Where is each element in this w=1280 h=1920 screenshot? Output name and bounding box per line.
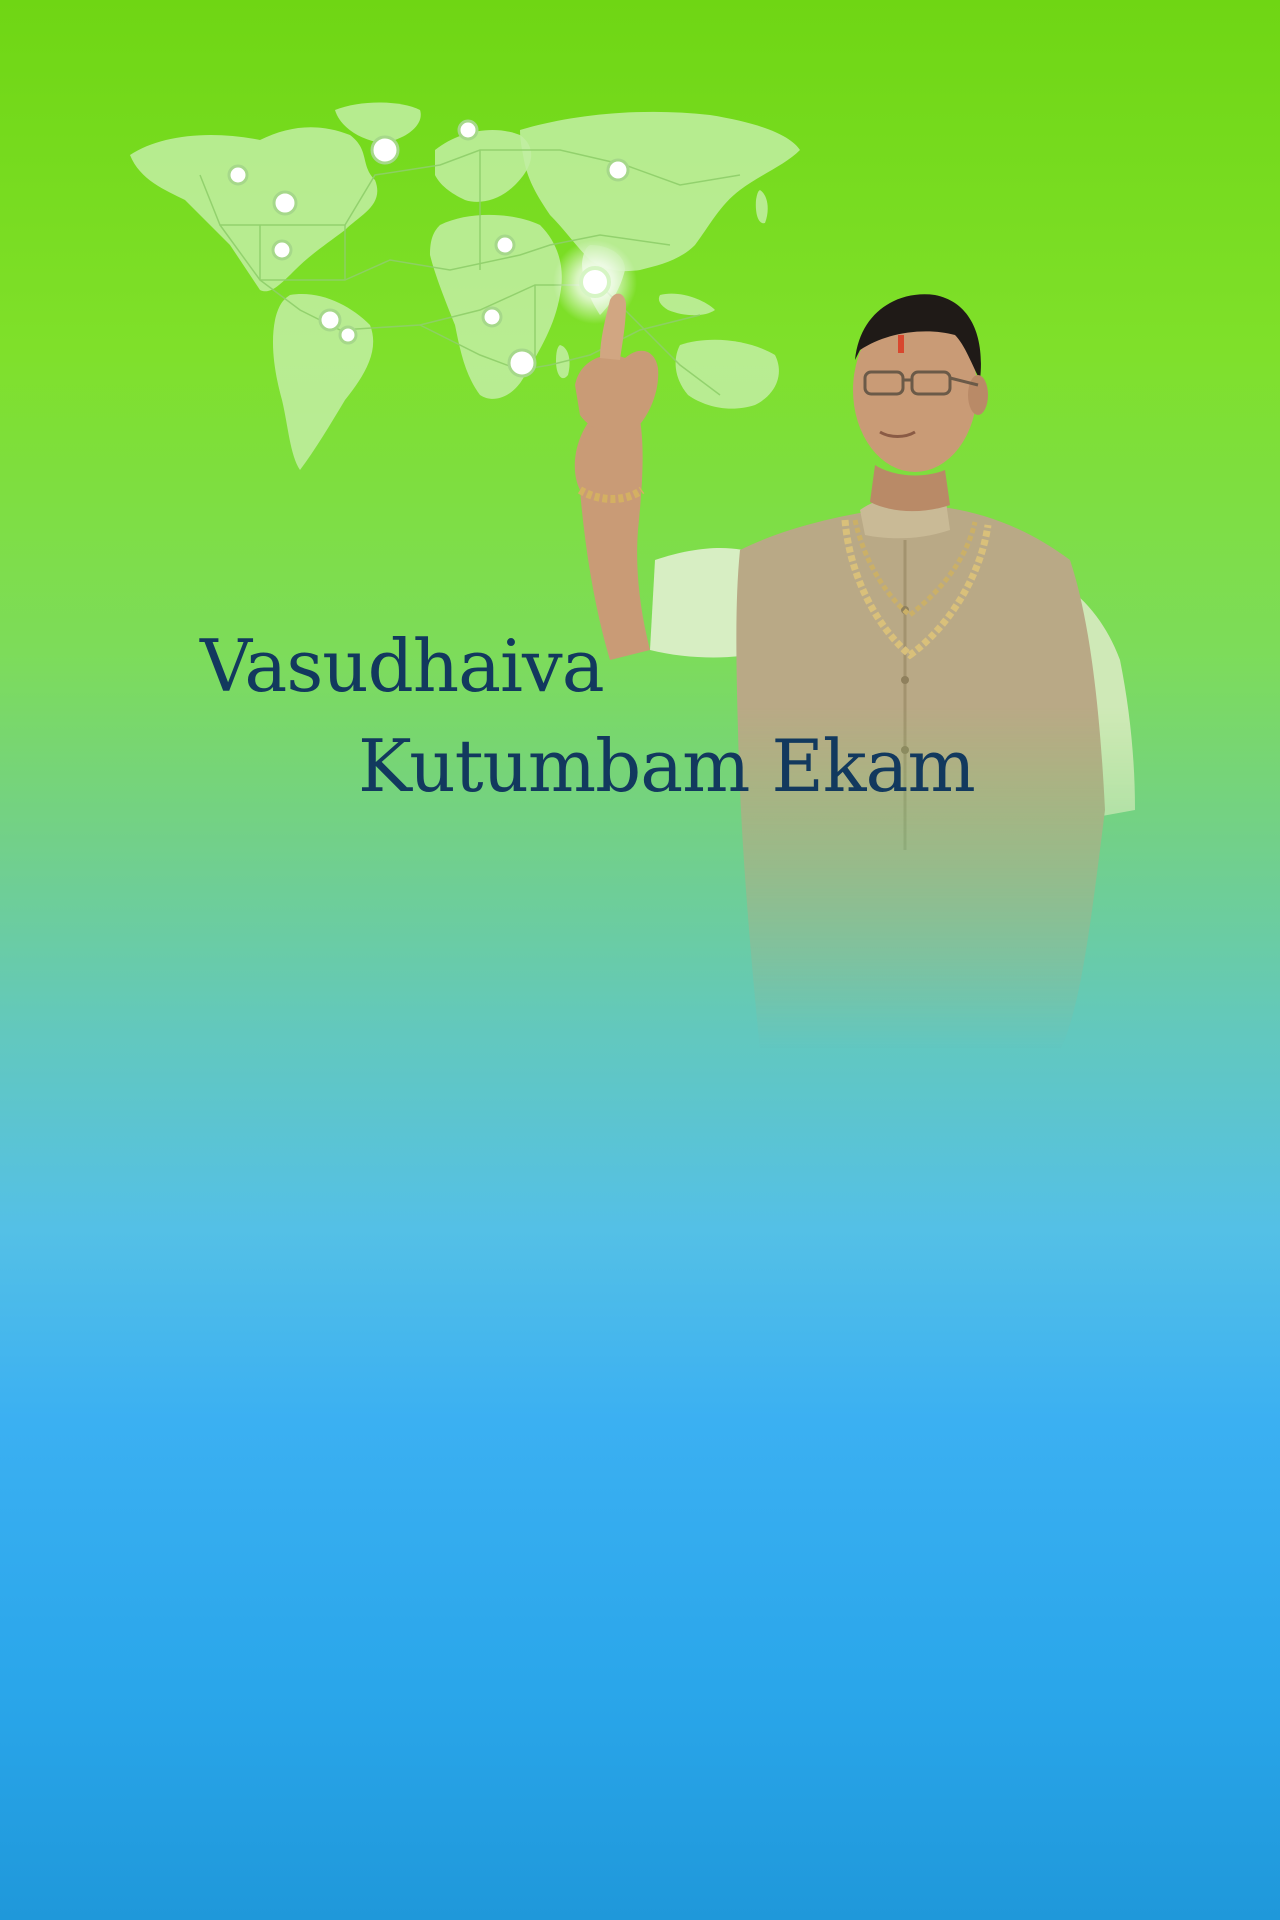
continent-north-america — [130, 127, 377, 291]
hand — [575, 351, 658, 434]
man-pointing-illustration — [560, 290, 1160, 1050]
tagline-line-2: Kutumbam Ekam — [358, 724, 975, 808]
tagline-line-1: Vasudhaiva — [200, 624, 604, 708]
pointing-finger — [600, 294, 626, 360]
continent-asia — [520, 112, 800, 271]
raised-arm — [575, 405, 650, 660]
continent-europe — [435, 130, 531, 202]
island-japan — [756, 190, 768, 223]
man-pointing-svg — [560, 290, 1160, 1050]
